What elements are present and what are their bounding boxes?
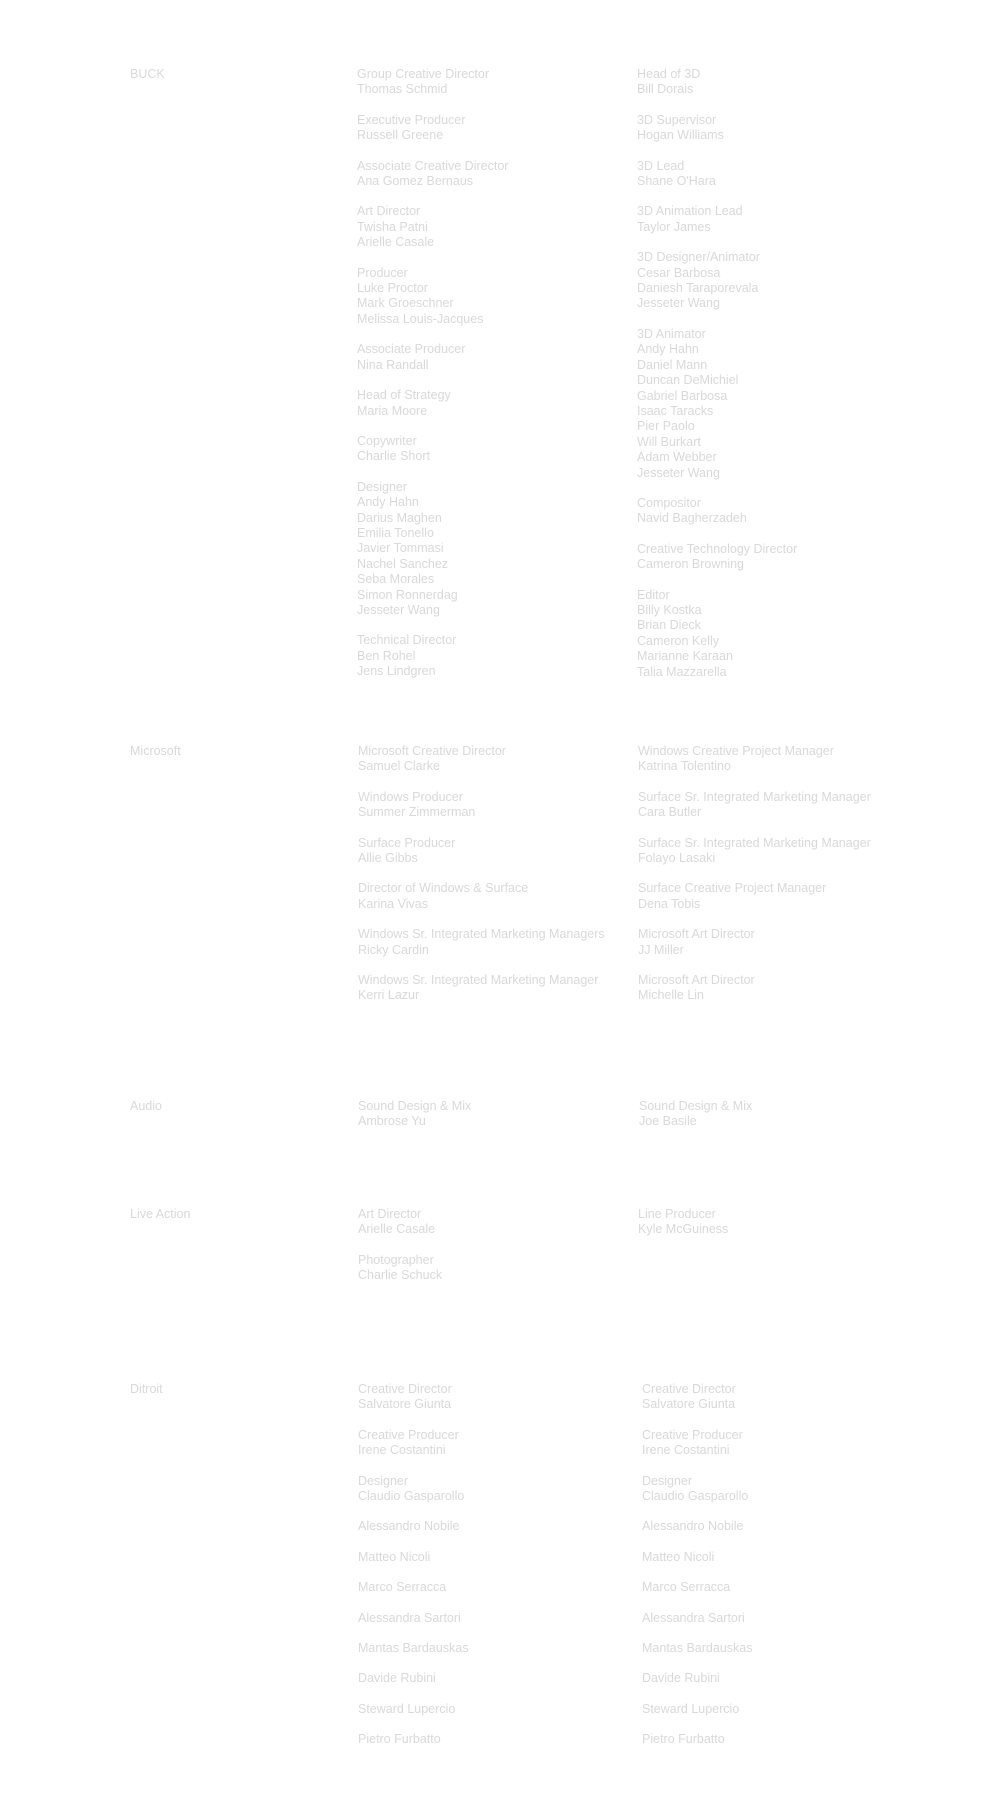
credit-name: Alessandro Nobile [358,1519,460,1534]
credit-name: Steward Lupercio [642,1701,740,1716]
credit-entry [637,250,797,312]
credit-entry [357,633,508,679]
credit-entry [358,973,605,1004]
credit-name: Jesseter Wang [357,602,440,617]
credit-role: Windows Sr. Integrated Marketing Manager [358,973,599,988]
credit-name: Ana Gomez Bernaus [357,174,474,189]
credit-name: Pier Paolo [637,419,695,434]
credit-name: JJ Miller [638,942,684,957]
credit-column-right [638,1207,728,1253]
credit-role: Surface Producer [358,835,456,850]
credit-name: Andy Hahn [637,342,699,357]
credit-entry [638,1207,728,1238]
credit-entry [358,1519,468,1534]
credit-entry [358,1099,471,1130]
credit-entry [638,744,871,775]
credit-name: Summer Zimmerman [358,805,476,820]
credit-name: Talia Mazzarella [637,664,727,679]
credit-role: Head of Strategy [357,388,451,403]
credit-name: Claudio Gasparollo [358,1489,465,1504]
credit-role: Editor [637,587,670,602]
credit-role: Surface Creative Project Manager [638,881,827,896]
credit-role: Creative Director [358,1382,452,1396]
credit-entry [358,881,605,912]
credit-name: Joe Basile [639,1114,697,1129]
credit-name: Will Burkart [637,434,701,449]
credit-role: Surface Sr. Integrated Marketing Manager [638,835,871,850]
credit-role: Designer [357,479,408,494]
credit-entry [642,1519,752,1534]
credit-entry [358,1474,468,1505]
credit-name: Pietro Furbatto [358,1732,441,1747]
credit-name: Davide Rubini [358,1671,436,1686]
credit-entry [638,881,871,912]
credit-entry [637,204,797,235]
credit-entry [357,159,508,190]
credit-entry [637,542,797,573]
company-name: BUCK [130,67,165,81]
credit-name: Pietro Furbatto [642,1732,725,1747]
credit-name: Mantas Bardauskas [358,1641,469,1656]
credit-role: 3D Designer/Animator [637,250,760,265]
credit-name: Matteo Nicoli [642,1549,715,1564]
credit-entry [642,1580,752,1595]
credit-name: Jens Lindgren [357,664,436,679]
credit-name: Davide Rubini [642,1671,720,1686]
credit-name: Twisha Patni [357,219,428,234]
credit-name: Jesseter Wang [637,296,720,311]
credit-name: Folayo Lasaki [638,851,716,866]
credit-role: Surface Sr. Integrated Marketing Manager [638,789,871,804]
credit-role: 3D Animator [637,326,706,341]
credit-name: Samuel Clarke [358,759,440,774]
credit-name: Andy Hahn [357,495,419,510]
credit-name: Allie Gibbs [358,851,418,866]
credit-entry [358,1580,468,1595]
credit-entry [637,327,797,481]
credit-role: 3D Animation Lead [637,204,743,219]
credit-name: Cesar Barbosa [637,265,721,280]
credit-name: Irene Costantini [358,1443,446,1458]
credit-name: Gabriel Barbosa [637,388,728,403]
credit-entry [642,1702,752,1717]
credit-entry [638,973,871,1004]
credit-entry [358,1671,468,1686]
credit-role: Sound Design & Mix [358,1099,472,1113]
credit-name: Ambrose Yu [358,1114,426,1129]
credit-role: Creative Technology Director [637,541,798,556]
credit-entry [642,1611,752,1626]
credit-name: Cameron Browning [637,557,744,572]
credit-entry [642,1641,752,1656]
credit-entry [357,342,508,373]
credit-role: 3D Supervisor [637,112,717,127]
credit-role: Group Creative Director [357,67,489,81]
credit-name: Emilia Tonello [357,525,434,540]
credit-name: Charlie Schuck [358,1268,443,1283]
credit-role: Line Producer [638,1207,716,1221]
credit-entry [358,1550,468,1565]
credit-entry [637,588,797,680]
credit-name: Alessandro Nobile [642,1519,744,1534]
credit-name: Daniel Mann [637,357,708,372]
credit-name: Salvatore Giunta [642,1397,736,1412]
credit-role: Microsoft Art Director [638,927,755,942]
credit-entry [642,1474,752,1505]
credit-name: Melissa Louis-Jacques [357,311,484,326]
credit-name: Marco Serracca [642,1580,731,1595]
credit-role: Photographer [358,1252,434,1267]
credit-name: Jesseter Wang [637,465,720,480]
credit-role: Windows Sr. Integrated Marketing Managers [358,927,605,942]
credit-entry [358,1253,442,1284]
credit-name: Marco Serracca [358,1580,447,1595]
credit-entry [642,1550,752,1565]
credit-column-right [638,744,871,1019]
credit-role: Associate Creative Director [357,158,509,173]
credit-name: Mark Groeschner [357,296,454,311]
credit-role: Microsoft Art Director [638,973,755,988]
credit-role: Head of 3D [637,67,701,81]
credit-entry [357,266,508,328]
credit-column-left [358,1207,442,1299]
credit-column-right [642,1382,752,1763]
credit-column-left [357,67,508,695]
credit-name: Ricky Cardin [358,942,429,957]
credit-role: Creative Producer [358,1427,459,1442]
credit-entry [642,1671,752,1686]
credit-name: Javier Tommasi [357,541,444,556]
credit-role: Technical Director [357,633,457,648]
credit-name: Katrina Tolentino [638,759,731,774]
credit-name: Duncan DeMichiel [637,373,739,388]
credit-name: Luke Proctor [357,281,428,296]
credit-entry [358,790,605,821]
credit-name: Salvatore Giunta [358,1397,452,1412]
credit-name: Hogan Williams [637,128,724,143]
credit-name: Arielle Casale [357,235,435,250]
credit-role: Windows Producer [358,789,463,804]
credit-name: Charlie Short [357,449,430,464]
credit-name: Bill Dorais [637,82,694,97]
credit-name: Isaac Taracks [637,403,714,418]
credit-entry [357,113,508,144]
credit-entry [357,480,508,619]
credit-entry [638,836,871,867]
credit-column-left [358,744,605,1019]
credit-entry [357,67,508,98]
credit-role: Microsoft Creative Director [358,744,506,758]
credit-name: Karina Vivas [358,896,428,911]
credit-entry [642,1382,752,1413]
credit-role: Copywriter [357,433,417,448]
company-name: Audio [130,1099,162,1113]
credit-role: Designer [358,1473,409,1488]
credit-entry [357,204,508,250]
credit-name: Russell Greene [357,128,444,143]
credit-role: Creative Director [642,1382,736,1396]
credit-entry [358,836,605,867]
credit-name: Billy Kostka [637,602,702,617]
credit-name: Steward Lupercio [358,1701,456,1716]
credit-entry [637,159,797,190]
credit-name: Alessandra Sartori [358,1610,461,1625]
credit-entry [638,927,871,958]
credit-name: Kyle McGuiness [638,1222,729,1237]
credit-role: Art Director [357,204,421,219]
credit-name: Claudio Gasparollo [642,1489,749,1504]
credit-name: Ben Rohel [357,648,416,663]
credit-role: Windows Creative Project Manager [638,744,834,758]
credit-column-left [358,1099,471,1145]
credit-name: Alessandra Sartori [642,1610,745,1625]
credit-role: Sound Design & Mix [639,1099,753,1113]
credit-role: Director of Windows & Surface [358,881,529,896]
credit-role: Producer [357,265,408,280]
credit-role: Art Director [358,1207,422,1221]
credit-name: Taylor James [637,219,711,234]
credit-role: Designer [642,1473,693,1488]
credit-role: Executive Producer [357,112,466,127]
credit-role: Compositor [637,495,701,510]
credit-entry [358,1611,468,1626]
credit-role: Creative Producer [642,1427,743,1442]
credit-name: Nachel Sanchez [357,556,449,571]
credit-name: Thomas Schmid [357,82,448,97]
credit-name: Cameron Kelly [637,633,719,648]
credit-role: 3D Lead [637,158,685,173]
credit-role: Associate Producer [357,342,466,357]
credit-entry [358,1702,468,1717]
credit-column-right [639,1099,752,1145]
credit-name: Navid Bagherzadeh [637,511,747,526]
credit-entry [357,434,508,465]
credit-name: Nina Randall [357,357,429,372]
credit-name: Shane O'Hara [637,174,716,189]
credit-name: Michelle Lin [638,988,705,1003]
credit-name: Dena Tobis [638,896,701,911]
credit-entry [358,744,605,775]
credit-entry [358,927,605,958]
credit-entry [358,1428,468,1459]
credit-name: Adam Webber [637,450,717,465]
credit-name: Cara Butler [638,805,702,820]
credit-name: Seba Morales [357,572,435,587]
credit-name: Kerri Lazur [358,988,420,1003]
credit-entry [637,496,797,527]
credit-entry [639,1099,752,1130]
company-name: Live Action [130,1207,191,1221]
credit-column-left [358,1382,468,1763]
company-name: Microsoft [130,744,181,758]
credit-entry [637,113,797,144]
credit-name: Irene Costantini [642,1443,730,1458]
credit-column-right [637,67,797,695]
credit-entry [637,67,797,98]
credit-entry [358,1732,468,1747]
credit-name: Arielle Casale [358,1222,436,1237]
credit-entry [358,1641,468,1656]
credit-name: Simon Ronnerdag [357,587,458,602]
credit-entry [642,1732,752,1747]
credit-entry [638,790,871,821]
credit-name: Matteo Nicoli [358,1549,431,1564]
company-name: Ditroit [130,1382,163,1396]
credit-entry [358,1382,468,1413]
credit-name: Darius Maghen [357,510,442,525]
credit-name: Mantas Bardauskas [642,1641,753,1656]
credit-name: Maria Moore [357,403,428,418]
credit-name: Daniesh Taraporevala [637,281,759,296]
credit-entry [358,1207,442,1238]
credit-name: Brian Dieck [637,618,701,633]
credit-name: Marianne Karaan [637,649,733,664]
credit-entry [642,1428,752,1459]
credit-entry [357,388,508,419]
